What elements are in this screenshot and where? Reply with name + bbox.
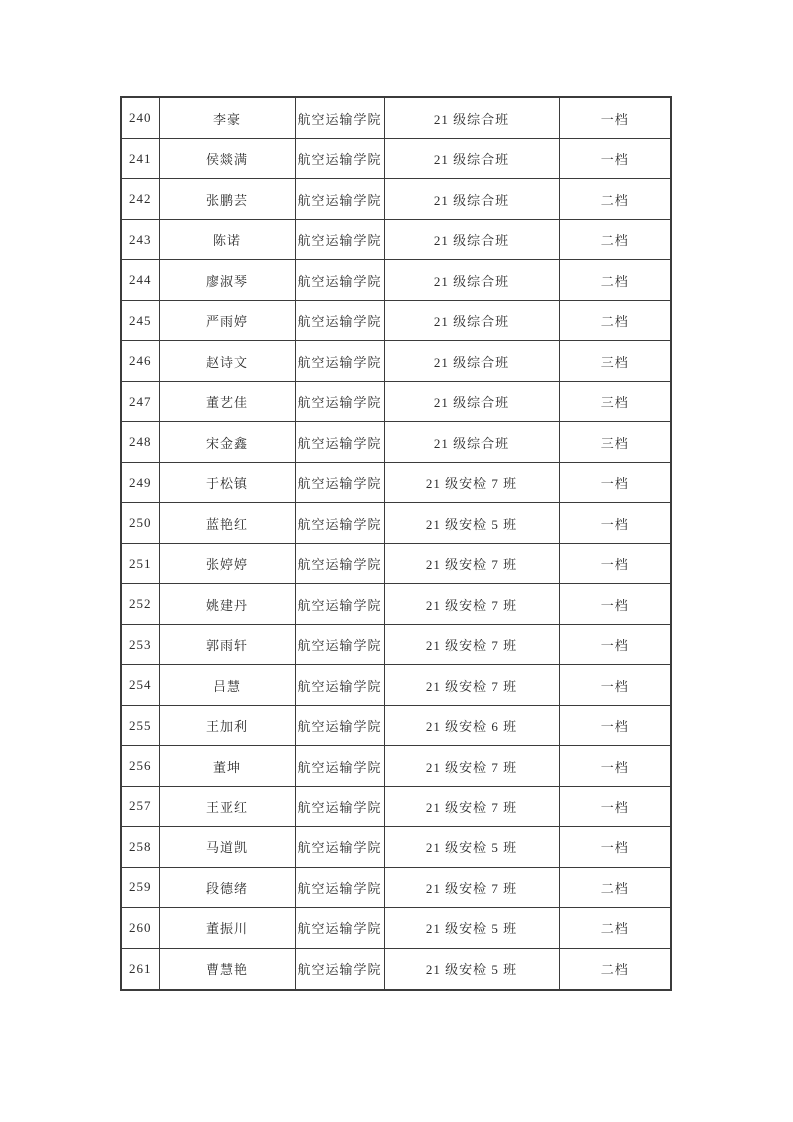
student-name-cell: 王加利 — [159, 705, 295, 745]
college-cell: 航空运输学院 — [295, 908, 384, 948]
tier-cell: 二档 — [559, 908, 671, 948]
student-name-cell: 廖淑琴 — [159, 260, 295, 300]
table-row — [121, 503, 671, 543]
table-row — [121, 260, 671, 300]
college-cell: 航空运输学院 — [295, 624, 384, 664]
college-cell: 航空运输学院 — [295, 97, 384, 139]
college-cell: 航空运输学院 — [295, 705, 384, 745]
class-cell: 21 级安检 5 班 — [384, 908, 559, 948]
tier-cell: 一档 — [559, 543, 671, 583]
student-name-cell: 张婷婷 — [159, 543, 295, 583]
college-cell: 航空运输学院 — [295, 381, 384, 421]
tier-cell: 一档 — [559, 624, 671, 664]
college-cell: 航空运输学院 — [295, 827, 384, 867]
student-name-cell: 蓝艳红 — [159, 503, 295, 543]
row-number-cell: 256 — [121, 746, 159, 786]
class-cell: 21 级综合班 — [384, 300, 559, 340]
row-number-cell: 241 — [121, 139, 159, 179]
college-cell: 航空运输学院 — [295, 503, 384, 543]
row-number-cell: 260 — [121, 908, 159, 948]
class-cell: 21 级安检 7 班 — [384, 665, 559, 705]
student-name-cell: 侯燚满 — [159, 139, 295, 179]
table-row — [121, 97, 671, 139]
college-cell: 航空运输学院 — [295, 341, 384, 381]
tier-cell: 二档 — [559, 948, 671, 990]
student-name-cell: 董振川 — [159, 908, 295, 948]
row-number-cell: 249 — [121, 462, 159, 502]
row-number-cell: 254 — [121, 665, 159, 705]
student-name-cell: 王亚红 — [159, 786, 295, 826]
class-cell: 21 级安检 7 班 — [384, 584, 559, 624]
tier-cell: 一档 — [559, 786, 671, 826]
student-name-cell: 李豪 — [159, 97, 295, 139]
row-number-cell: 243 — [121, 219, 159, 259]
class-cell: 21 级安检 7 班 — [384, 746, 559, 786]
row-number-cell: 252 — [121, 584, 159, 624]
table-row — [121, 462, 671, 502]
table-row — [121, 300, 671, 340]
college-cell: 航空运输学院 — [295, 543, 384, 583]
table-row — [121, 624, 671, 664]
tier-cell: 一档 — [559, 584, 671, 624]
tier-cell: 三档 — [559, 341, 671, 381]
college-cell: 航空运输学院 — [295, 786, 384, 826]
tier-cell: 二档 — [559, 867, 671, 907]
student-name-cell: 马道凯 — [159, 827, 295, 867]
tier-cell: 一档 — [559, 503, 671, 543]
tier-cell: 一档 — [559, 462, 671, 502]
student-name-cell: 董坤 — [159, 746, 295, 786]
student-name-cell: 赵诗文 — [159, 341, 295, 381]
tier-cell: 一档 — [559, 97, 671, 139]
class-cell: 21 级综合班 — [384, 219, 559, 259]
row-number-cell: 246 — [121, 341, 159, 381]
table-row — [121, 665, 671, 705]
table-row — [121, 584, 671, 624]
class-cell: 21 级安检 7 班 — [384, 867, 559, 907]
college-cell: 航空运输学院 — [295, 746, 384, 786]
table-row — [121, 422, 671, 462]
tier-cell: 一档 — [559, 705, 671, 745]
row-number-cell: 247 — [121, 381, 159, 421]
row-number-cell: 255 — [121, 705, 159, 745]
student-name-cell: 严雨婷 — [159, 300, 295, 340]
tier-cell: 一档 — [559, 746, 671, 786]
tier-cell: 二档 — [559, 179, 671, 219]
table-row — [121, 341, 671, 381]
table-row — [121, 786, 671, 826]
class-cell: 21 级安检 7 班 — [384, 462, 559, 502]
table-row — [121, 827, 671, 867]
college-cell: 航空运输学院 — [295, 179, 384, 219]
class-cell: 21 级综合班 — [384, 97, 559, 139]
table-row — [121, 543, 671, 583]
college-cell: 航空运输学院 — [295, 139, 384, 179]
tier-cell: 一档 — [559, 665, 671, 705]
tier-cell: 三档 — [559, 422, 671, 462]
table-row — [121, 381, 671, 421]
row-number-cell: 259 — [121, 867, 159, 907]
row-number-cell: 257 — [121, 786, 159, 826]
tier-cell: 三档 — [559, 381, 671, 421]
row-number-cell: 242 — [121, 179, 159, 219]
row-number-cell: 248 — [121, 422, 159, 462]
student-name-cell: 董艺佳 — [159, 381, 295, 421]
student-roster-table — [120, 96, 672, 991]
class-cell: 21 级综合班 — [384, 341, 559, 381]
student-name-cell: 于松镇 — [159, 462, 295, 502]
row-number-cell: 250 — [121, 503, 159, 543]
tier-cell: 二档 — [559, 260, 671, 300]
student-name-cell: 陈诺 — [159, 219, 295, 259]
class-cell: 21 级安检 6 班 — [384, 705, 559, 745]
college-cell: 航空运输学院 — [295, 260, 384, 300]
roster-body — [121, 97, 671, 990]
college-cell: 航空运输学院 — [295, 219, 384, 259]
college-cell: 航空运输学院 — [295, 867, 384, 907]
class-cell: 21 级安检 7 班 — [384, 543, 559, 583]
row-number-cell: 240 — [121, 97, 159, 139]
row-number-cell: 245 — [121, 300, 159, 340]
table-row — [121, 908, 671, 948]
table-row — [121, 705, 671, 745]
row-number-cell: 261 — [121, 948, 159, 990]
table-row — [121, 219, 671, 259]
student-name-cell: 曹慧艳 — [159, 948, 295, 990]
student-name-cell: 郭雨轩 — [159, 624, 295, 664]
tier-cell: 一档 — [559, 827, 671, 867]
table-row — [121, 867, 671, 907]
student-name-cell: 吕慧 — [159, 665, 295, 705]
table-row — [121, 139, 671, 179]
class-cell: 21 级综合班 — [384, 139, 559, 179]
class-cell: 21 级安检 5 班 — [384, 948, 559, 990]
student-name-cell: 宋金鑫 — [159, 422, 295, 462]
table-row — [121, 948, 671, 990]
row-number-cell: 251 — [121, 543, 159, 583]
class-cell: 21 级综合班 — [384, 179, 559, 219]
class-cell: 21 级安检 5 班 — [384, 827, 559, 867]
student-name-cell: 姚建丹 — [159, 584, 295, 624]
college-cell: 航空运输学院 — [295, 665, 384, 705]
college-cell: 航空运输学院 — [295, 462, 384, 502]
table-row — [121, 179, 671, 219]
class-cell: 21 级安检 7 班 — [384, 624, 559, 664]
tier-cell: 二档 — [559, 219, 671, 259]
row-number-cell: 258 — [121, 827, 159, 867]
class-cell: 21 级安检 7 班 — [384, 786, 559, 826]
college-cell: 航空运输学院 — [295, 584, 384, 624]
class-cell: 21 级综合班 — [384, 422, 559, 462]
tier-cell: 一档 — [559, 139, 671, 179]
class-cell: 21 级综合班 — [384, 381, 559, 421]
class-cell: 21 级综合班 — [384, 260, 559, 300]
college-cell: 航空运输学院 — [295, 948, 384, 990]
college-cell: 航空运输学院 — [295, 422, 384, 462]
row-number-cell: 244 — [121, 260, 159, 300]
college-cell: 航空运输学院 — [295, 300, 384, 340]
student-name-cell: 张鹏芸 — [159, 179, 295, 219]
tier-cell: 二档 — [559, 300, 671, 340]
table-row — [121, 746, 671, 786]
row-number-cell: 253 — [121, 624, 159, 664]
class-cell: 21 级安检 5 班 — [384, 503, 559, 543]
student-name-cell: 段德绪 — [159, 867, 295, 907]
